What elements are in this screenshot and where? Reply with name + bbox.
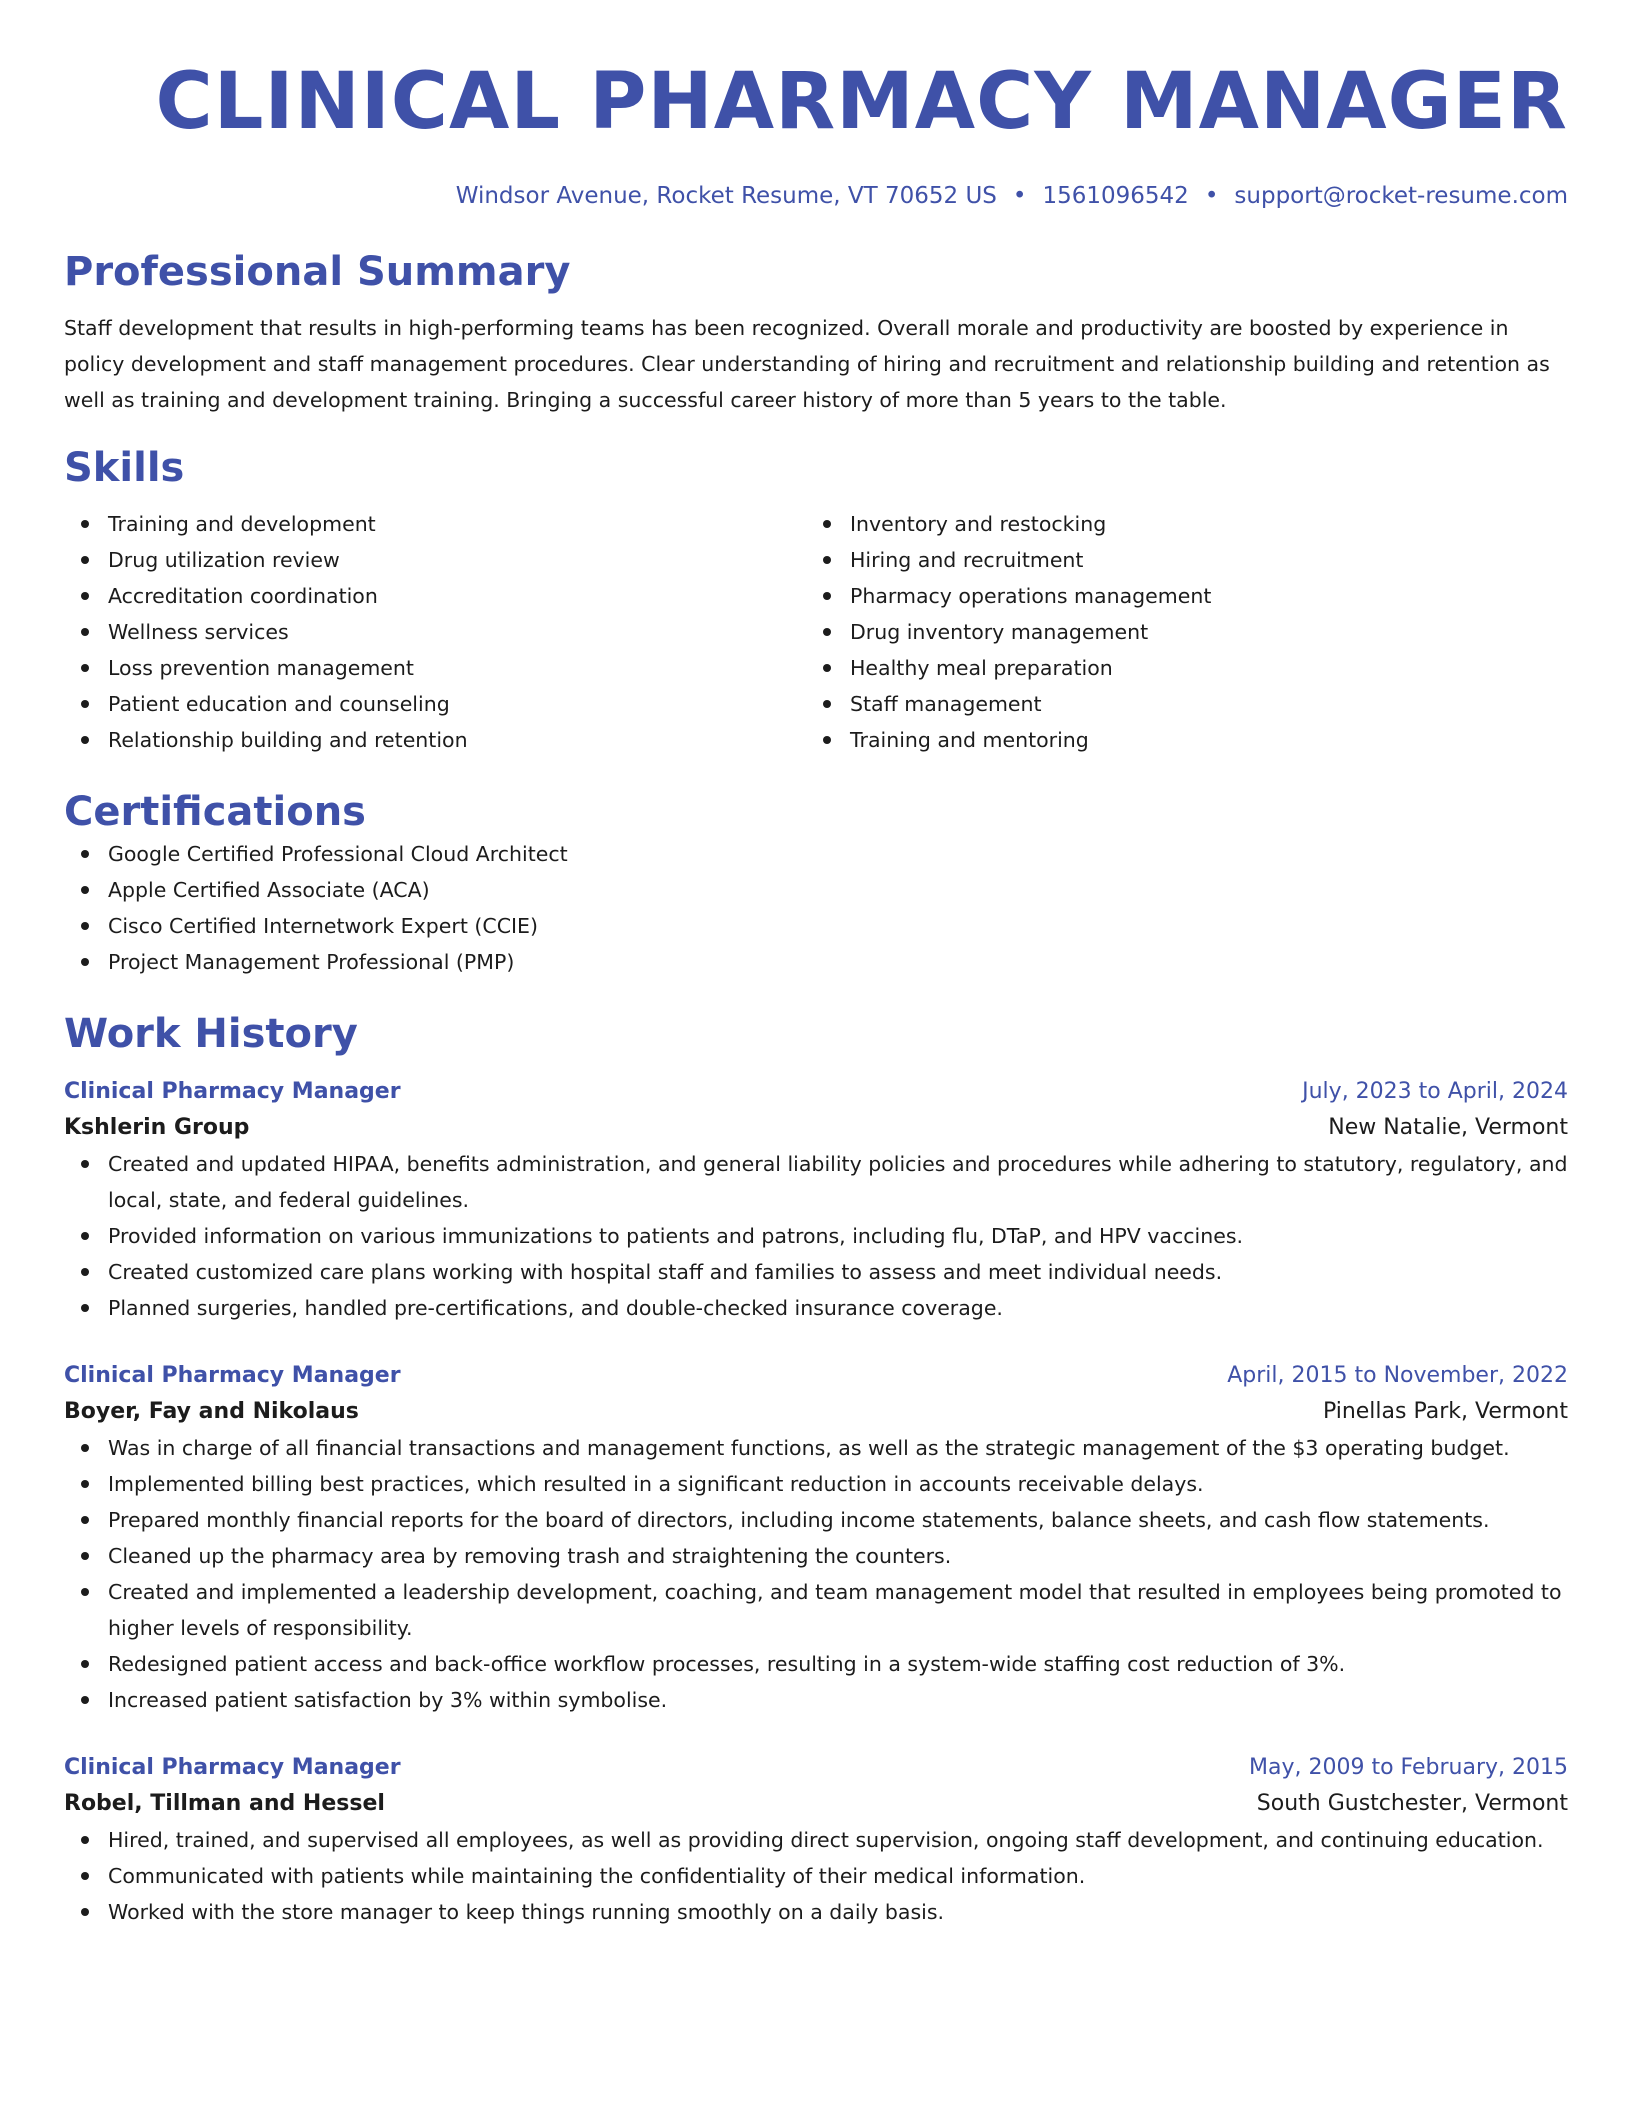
- bullet-dot: [81, 736, 89, 744]
- job-bullet: [64, 1254, 1568, 1290]
- skill-text: Hiring and recruitment: [850, 548, 1084, 572]
- skill-text: Drug utilization review: [108, 548, 340, 572]
- contact-separator: •: [1012, 183, 1027, 209]
- job-dates: April, 2015 to November, 2022: [1227, 1363, 1568, 1388]
- job-bullet: [64, 1894, 1568, 1930]
- job-company-row: [64, 1786, 1568, 1822]
- bullet-dot: [81, 1480, 89, 1488]
- job-bullet: [64, 1290, 1568, 1326]
- job-company-row: [64, 1394, 1568, 1430]
- job-dates: July, 2023 to April, 2024: [1302, 1079, 1568, 1104]
- bullet-dot: [81, 958, 89, 966]
- skill-item: [64, 686, 806, 722]
- skill-item: [64, 542, 806, 578]
- bullet-dot: [81, 664, 89, 672]
- certification-text: Apple Certified Associate (ACA): [108, 878, 430, 902]
- contact-phone: 1561096542: [1042, 183, 1189, 209]
- job-bullet: [64, 1682, 1568, 1718]
- job-bullet: [64, 1646, 1568, 1682]
- certification-text: Project Management Professional (PMP): [108, 950, 515, 974]
- bullet-dot: [81, 700, 89, 708]
- contact-address: Windsor Avenue, Rocket Resume, VT 70652 US: [455, 183, 997, 209]
- job-bullet: [64, 1430, 1568, 1466]
- job-bullet-text: Planned surgeries, handled pre-certifications, and double-checked insurance coverage.: [108, 1296, 1003, 1320]
- bullet-dot: [823, 628, 831, 636]
- skill-item: [806, 650, 1548, 686]
- skill-item: [806, 506, 1548, 542]
- job-bullet-text: Cleaned up the pharmacy area by removing trash and straightening the counters.: [108, 1544, 952, 1568]
- resume-page: [64, 0, 1568, 2112]
- skill-text: Patient education and counseling: [108, 692, 450, 716]
- job-title: Clinical Pharmacy Manager: [64, 1079, 401, 1104]
- bullet-dot: [81, 1908, 89, 1916]
- skills-heading: Skills: [64, 445, 185, 491]
- job-bullet-text: Worked with the store manager to keep things running smoothly on a daily basis.: [108, 1900, 945, 1924]
- job-bullet: [64, 1218, 1568, 1254]
- summary-heading: Professional Summary: [64, 249, 571, 295]
- skill-item: [64, 650, 806, 686]
- contact-email[interactable]: support@rocket-resume.com: [1234, 183, 1568, 209]
- bullet-dot: [81, 1232, 89, 1240]
- skill-text: Inventory and restocking: [850, 512, 1107, 536]
- job-entry: [64, 1074, 1568, 1326]
- job-dates: May, 2009 to February, 2015: [1249, 1755, 1568, 1780]
- bullet-dot: [81, 1160, 89, 1168]
- bullet-dot: [81, 850, 89, 858]
- job-bullet-text: Provided information on various immunizations to patients and patrons, including flu, DTaP, and HPV vaccines.: [108, 1224, 1244, 1248]
- skill-item: [806, 542, 1548, 578]
- job-location: South Gustchester, Vermont: [1256, 1791, 1568, 1816]
- certification-text: Cisco Certified Internetwork Expert (CCIE): [108, 914, 538, 938]
- bullet-dot: [81, 1444, 89, 1452]
- skill-text: Staff management: [850, 692, 1042, 716]
- job-bullet: [64, 1822, 1568, 1858]
- bullet-dot: [81, 1696, 89, 1704]
- summary-text: Staff development that results in high-performing teams has been recognized. Overall morale and productivity are boosted by experience in policy development and staff management procedures. Clear understanding of hiring and recruitment and relationship building and retention as well as training and development training. Bringing a successful career history of more than 5 years to the table.: [64, 316, 1550, 412]
- job-bullet-text: Created customized care plans working with hospital staff and families to assess and meet individual needs.: [108, 1260, 1223, 1284]
- skill-text: Healthy meal preparation: [850, 656, 1113, 680]
- bullet-dot: [823, 592, 831, 600]
- job-location: Pinellas Park, Vermont: [1322, 1399, 1568, 1424]
- bullet-dot: [823, 700, 831, 708]
- job-bullets: [64, 1430, 1568, 1718]
- job-company: Boyer, Fay and Nikolaus: [64, 1399, 359, 1424]
- job-title: Clinical Pharmacy Manager: [64, 1363, 401, 1388]
- job-location: New Natalie, Vermont: [1328, 1115, 1568, 1140]
- skill-item: [806, 614, 1548, 650]
- skill-item: [64, 614, 806, 650]
- job-bullet: [64, 1574, 1568, 1646]
- skills-columns: [64, 506, 1568, 758]
- job-bullet-text: Increased patient satisfaction by 3% within symbolise.: [108, 1688, 668, 1712]
- job-title: Clinical Pharmacy Manager: [64, 1755, 401, 1780]
- job-bullet-text: Implemented billing best practices, which resulted in a significant reduction in accounts receivable delays.: [108, 1472, 1204, 1496]
- bullet-dot: [81, 1872, 89, 1880]
- skill-text: Pharmacy operations management: [850, 584, 1212, 608]
- bullet-dot: [823, 736, 831, 744]
- contact-separator: •: [1204, 183, 1219, 209]
- job-company-row: [64, 1110, 1568, 1146]
- skills-column-right: [806, 506, 1548, 758]
- skill-text: Relationship building and retention: [108, 728, 468, 752]
- skill-item: [64, 722, 806, 758]
- bullet-dot: [81, 520, 89, 528]
- skill-text: Training and development: [108, 512, 376, 536]
- job-bullet-text: Communicated with patients while maintaining the confidentiality of their medical information.: [108, 1864, 1086, 1888]
- bullet-dot: [81, 922, 89, 930]
- job-bullet-text: Redesigned patient access and back-office workflow processes, resulting in a system-wide staffing cost reduction of 3%.: [108, 1652, 1346, 1676]
- job-title-row: [64, 1074, 1568, 1110]
- job-bullet: [64, 1502, 1568, 1538]
- skill-item: [806, 722, 1548, 758]
- job-bullet: [64, 1146, 1568, 1218]
- job-entry: [64, 1358, 1568, 1718]
- bullet-dot: [81, 1268, 89, 1276]
- bullet-dot: [81, 886, 89, 894]
- certifications-heading: Certifications: [64, 789, 366, 835]
- job-bullets: [64, 1146, 1568, 1326]
- skill-text: Drug inventory management: [850, 620, 1149, 644]
- job-company: Robel, Tillman and Hessel: [64, 1791, 385, 1816]
- bullet-dot: [81, 1304, 89, 1312]
- certifications-list: [64, 836, 1568, 980]
- certification-text: Google Certified Professional Cloud Architect: [108, 842, 568, 866]
- bullet-dot: [823, 556, 831, 564]
- skills-list-right: [806, 506, 1548, 758]
- skill-item: [64, 578, 806, 614]
- job-bullet-text: Created and implemented a leadership development, coaching, and team management model that resulted in employees being promoted to higher levels of responsibility.: [108, 1580, 1562, 1640]
- job-bullet-text: Was in charge of all financial transactions and management functions, as well as the strategic management of the $3 operating budget.: [108, 1436, 1510, 1460]
- bullet-dot: [81, 592, 89, 600]
- skill-item: [806, 578, 1548, 614]
- skill-item: [806, 686, 1548, 722]
- job-title-row: [64, 1750, 1568, 1786]
- job-bullets: [64, 1822, 1568, 1930]
- skill-text: Training and mentoring: [850, 728, 1089, 752]
- skill-text: Accreditation coordination: [108, 584, 378, 608]
- contact-line: [64, 182, 1568, 210]
- bullet-dot: [81, 556, 89, 564]
- bullet-dot: [81, 1588, 89, 1596]
- bullet-dot: [81, 1516, 89, 1524]
- bullet-dot: [81, 1552, 89, 1560]
- skill-item: [64, 506, 806, 542]
- job-bullet-text: Prepared monthly financial reports for the board of directors, including income statements, balance sheets, and cash flow statements.: [108, 1508, 1490, 1532]
- job-bullet-text: Created and updated HIPAA, benefits administration, and general liability policies and procedures while adhering to statutory, regulatory, and local, state, and federal guidelines.: [108, 1152, 1568, 1212]
- skill-text: Loss prevention management: [108, 656, 414, 680]
- bullet-dot: [81, 1836, 89, 1844]
- certification-item: [64, 944, 1568, 980]
- skill-text: Wellness services: [108, 620, 289, 644]
- resume-header: [64, 0, 1568, 210]
- job-bullet: [64, 1538, 1568, 1574]
- certification-item: [64, 908, 1568, 944]
- job-bullet: [64, 1466, 1568, 1502]
- job-company: Kshlerin Group: [64, 1115, 250, 1140]
- work-history-heading: Work History: [64, 1011, 358, 1057]
- certification-item: [64, 836, 1568, 872]
- resume-name: CLINICAL PHARMACY MANAGER: [155, 57, 1568, 147]
- job-title-row: [64, 1358, 1568, 1394]
- bullet-dot: [81, 628, 89, 636]
- job-bullet: [64, 1858, 1568, 1894]
- certification-item: [64, 872, 1568, 908]
- job-entry: [64, 1750, 1568, 1930]
- skills-column-left: [64, 506, 806, 758]
- bullet-dot: [823, 664, 831, 672]
- skills-list-left: [64, 506, 806, 758]
- job-bullet-text: Hired, trained, and supervised all employees, as well as providing direct supervision, ongoing staff development, and continuing education.: [108, 1828, 1544, 1852]
- bullet-dot: [823, 520, 831, 528]
- bullet-dot: [81, 1660, 89, 1668]
